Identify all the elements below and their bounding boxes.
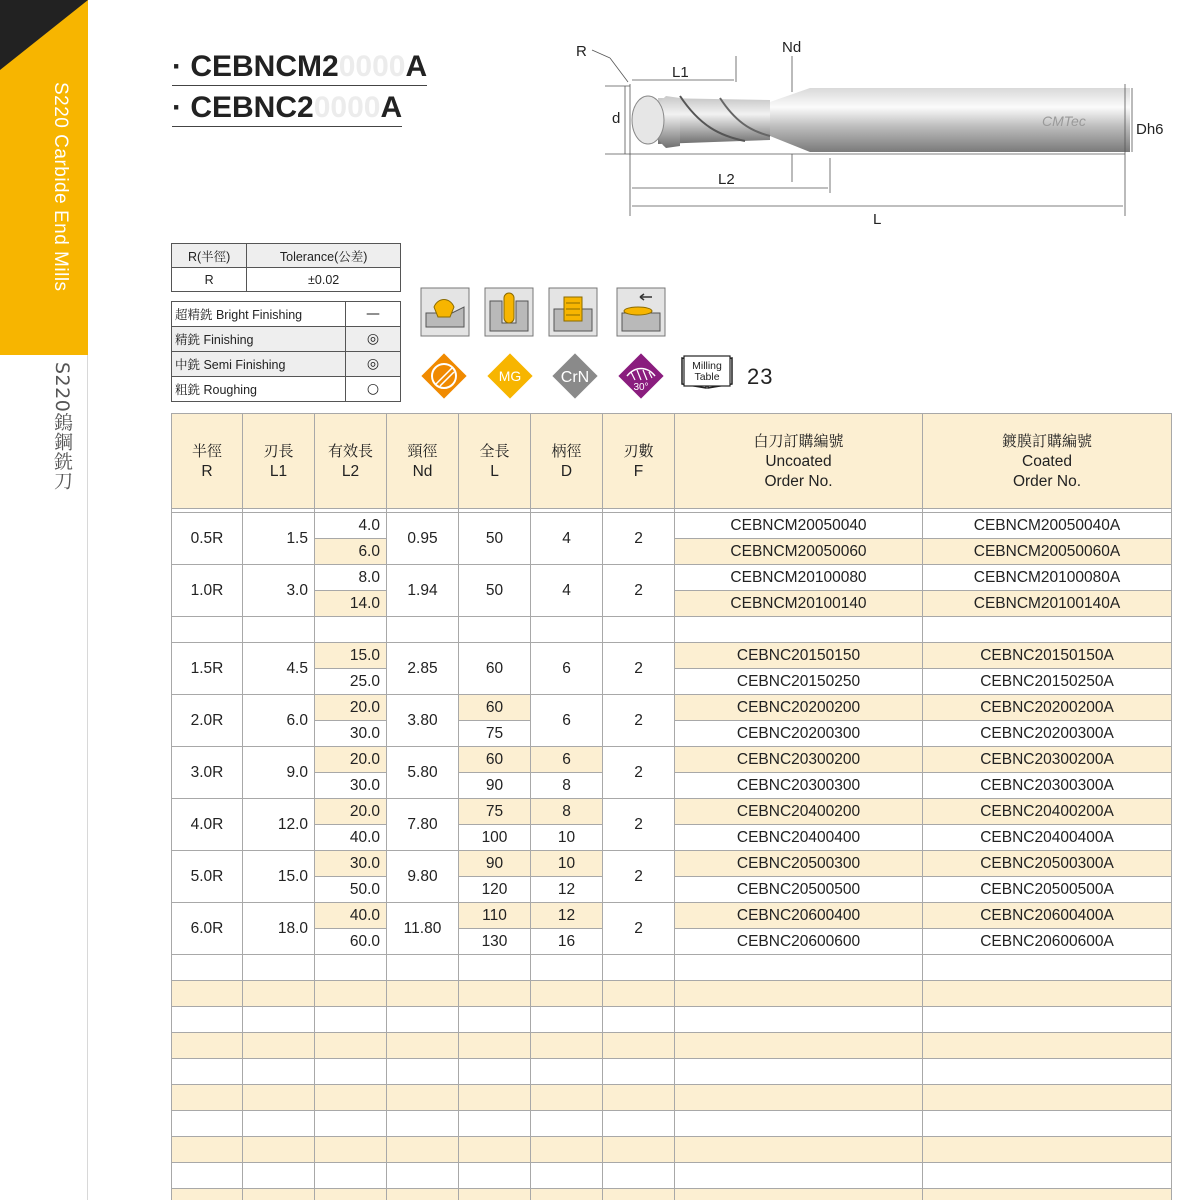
tolerance-header-r: R(半徑): [172, 244, 247, 268]
finishing-label: 精銑 Finishing: [172, 327, 346, 352]
product-title-coated: [172, 50, 427, 86]
finishing-symbol: ◎: [346, 352, 401, 377]
header-zh: 頸徑: [407, 441, 438, 460]
milling-table-book-icon: [680, 354, 734, 390]
cell-l: 60: [459, 695, 531, 721]
table-row: [172, 747, 1172, 773]
cell-nd: 0.95: [387, 513, 459, 565]
cell-l: 75: [459, 721, 531, 747]
cell-l2: 20.0: [315, 747, 387, 773]
header-en: L1: [269, 462, 288, 480]
cell-d: 6: [531, 747, 603, 773]
tolerance-value-tol: ±0.02: [247, 268, 401, 292]
dim-label-l1: L1: [672, 64, 689, 81]
header-effective-length: [315, 414, 387, 509]
cell-f: 2: [603, 747, 675, 799]
cell-nd: 11.80: [387, 903, 459, 955]
empty-row: [172, 1137, 1172, 1163]
cell-uncoated: CEBNC20500300: [675, 851, 923, 877]
cell-uncoated: CEBNC20300200: [675, 747, 923, 773]
badge-text: CrN: [560, 369, 590, 386]
empty-row: [172, 1163, 1172, 1189]
empty-row: [172, 1111, 1172, 1137]
cell-coated: CEBNCM20100080A: [923, 565, 1172, 591]
cell-l1: 4.5: [243, 643, 315, 695]
header-zh: 鍍膜訂購編號: [1001, 431, 1092, 450]
header-zh: 刃長: [263, 441, 294, 460]
end-mill-drawing: [570, 36, 1190, 236]
header-en: Coated: [1022, 452, 1072, 470]
cell-uncoated: CEBNCM20050060: [675, 539, 923, 565]
header-uncoated-order: [675, 414, 923, 509]
badge-text: MG: [498, 368, 522, 384]
cell-nd: 2.85: [387, 643, 459, 695]
header-zh: 柄徑: [551, 441, 582, 460]
finishing-table: [171, 301, 401, 402]
tolerance-header-tol: Tolerance(公差): [247, 244, 401, 268]
mg-material-badge: [484, 350, 536, 402]
empty-row: [172, 1033, 1172, 1059]
header-en: Order No.: [1012, 472, 1082, 490]
empty-row: [172, 955, 1172, 981]
cell-d: 4: [531, 565, 603, 617]
cell-f: 2: [603, 695, 675, 747]
sidebar-chinese-label: S220鎢鋼銑刀: [51, 362, 73, 491]
cell-coated: CEBNC20600600A: [923, 929, 1172, 955]
cell-r: 1.0R: [172, 565, 243, 617]
cell-l2: 30.0: [315, 773, 387, 799]
plunging-icon: [548, 287, 598, 337]
cell-nd: 9.80: [387, 851, 459, 903]
header-en: Nd: [412, 462, 433, 480]
cell-uncoated: CEBNC20400400: [675, 825, 923, 851]
corner-triangle: [0, 0, 88, 70]
header-neck-diameter: [387, 414, 459, 509]
cell-l: 75: [459, 799, 531, 825]
header-flute-length: [243, 414, 315, 509]
header-en: Uncoated: [765, 452, 832, 470]
cell-r: 1.5R: [172, 643, 243, 695]
spacer-row: [172, 617, 1172, 643]
finishing-label: 超精銑 Bright Finishing: [172, 302, 346, 327]
cell-uncoated: CEBNC20200300: [675, 721, 923, 747]
header-zh: 刃數: [623, 441, 654, 460]
cell-l2: 4.0: [315, 513, 387, 539]
cell-l1: 18.0: [243, 903, 315, 955]
cell-r: 4.0R: [172, 799, 243, 851]
cell-l: 50: [459, 513, 531, 565]
table-row: [172, 799, 1172, 825]
crn-coating-badge: [549, 350, 601, 402]
cell-l2: 15.0: [315, 643, 387, 669]
tool-dimension-diagram: [570, 36, 1190, 236]
table-row: [172, 695, 1172, 721]
cell-f: 2: [603, 903, 675, 955]
dim-label-l: L: [873, 211, 882, 228]
cell-d: 16: [531, 929, 603, 955]
cell-uncoated: CEBNC20400200: [675, 799, 923, 825]
cell-l2: 40.0: [315, 825, 387, 851]
header-en: D: [560, 462, 573, 480]
cell-d: 6: [531, 643, 603, 695]
cell-coated: CEBNCM20100140A: [923, 591, 1172, 617]
cell-l2: 25.0: [315, 669, 387, 695]
table-row: [172, 513, 1172, 539]
cell-r: 6.0R: [172, 903, 243, 955]
brand-etching: CMTec: [1042, 113, 1086, 129]
cell-l: 90: [459, 851, 531, 877]
cell-l: 90: [459, 773, 531, 799]
cell-uncoated: CEBNC20500500: [675, 877, 923, 903]
title-suffix: A: [405, 50, 428, 83]
header-en: L: [490, 462, 499, 480]
product-title-standard: [172, 91, 402, 127]
cell-l2: 60.0: [315, 929, 387, 955]
finishing-label: 粗銑 Roughing: [172, 377, 346, 402]
cell-uncoated: CEBNCM20100080: [675, 565, 923, 591]
cell-uncoated: CEBNC20300300: [675, 773, 923, 799]
table-row: [172, 565, 1172, 591]
milling-table-page-number: 23: [747, 364, 774, 389]
finishing-label: 中銑 Semi Finishing: [172, 352, 346, 377]
ball-nose-badge: [418, 350, 470, 402]
sidebar: [0, 0, 88, 1200]
finishing-symbol: —: [346, 302, 401, 327]
cell-l1: 3.0: [243, 565, 315, 617]
cell-uncoated: CEBNCM20100140: [675, 591, 923, 617]
title-prefix: CEBNCM2: [190, 50, 339, 83]
slotting-icon: [484, 287, 534, 337]
header-shank-diameter: [531, 414, 603, 509]
helix-30-badge: [615, 350, 667, 402]
profile-milling-icon: [420, 287, 470, 337]
header-zh: 全長: [479, 441, 510, 460]
table-row: [172, 643, 1172, 669]
cell-l2: 8.0: [315, 565, 387, 591]
cell-l2: 40.0: [315, 903, 387, 929]
cell-l2: 30.0: [315, 851, 387, 877]
cell-coated: CEBNCM20050060A: [923, 539, 1172, 565]
order-table: [171, 413, 1172, 1200]
cell-nd: 3.80: [387, 695, 459, 747]
ball-tip: [632, 96, 664, 144]
cell-coated: CEBNCM20050040A: [923, 513, 1172, 539]
cell-d: 10: [531, 851, 603, 877]
cell-l: 110: [459, 903, 531, 929]
badge-text: 30°: [633, 382, 649, 393]
milling-table-line2: Table: [694, 371, 720, 383]
cell-coated: CEBNC20600400A: [923, 903, 1172, 929]
header-zh: 白刀訂購編號: [753, 431, 844, 450]
cell-r: 3.0R: [172, 747, 243, 799]
tolerance-table: [171, 243, 401, 292]
table-row: [172, 903, 1172, 929]
cell-coated: CEBNC20500500A: [923, 877, 1172, 903]
cell-l2: 20.0: [315, 799, 387, 825]
cell-l: 60: [459, 747, 531, 773]
cell-l1: 15.0: [243, 851, 315, 903]
cell-d: 8: [531, 799, 603, 825]
cell-l: 130: [459, 929, 531, 955]
title-ghost-digits: 0000: [313, 91, 381, 124]
cell-f: 2: [603, 513, 675, 565]
cell-coated: CEBNC20300300A: [923, 773, 1172, 799]
cell-l1: 1.5: [243, 513, 315, 565]
cell-uncoated: CEBNC20600600: [675, 929, 923, 955]
tolerance-value-r: R: [172, 268, 247, 292]
cell-l2: 6.0: [315, 539, 387, 565]
cell-f: 2: [603, 799, 675, 851]
title-bullet: ·: [172, 50, 182, 83]
cell-f: 2: [603, 851, 675, 903]
cell-l2: 14.0: [315, 591, 387, 617]
header-coated-order: [923, 414, 1172, 509]
cell-l: 50: [459, 565, 531, 617]
cell-l1: 9.0: [243, 747, 315, 799]
finishing-symbol: ○: [346, 377, 401, 402]
cell-f: 2: [603, 643, 675, 695]
cell-uncoated: CEBNC20150150: [675, 643, 923, 669]
cell-d: 12: [531, 877, 603, 903]
header-zh: 有效長: [327, 441, 373, 460]
face-milling-icon: [616, 287, 666, 337]
cell-l1: 6.0: [243, 695, 315, 747]
cell-coated: CEBNC20150250A: [923, 669, 1172, 695]
cell-l2: 50.0: [315, 877, 387, 903]
cell-coated: CEBNC20150150A: [923, 643, 1172, 669]
empty-row: [172, 1085, 1172, 1111]
dim-label-r: R: [576, 43, 587, 60]
cell-coated: CEBNC20300200A: [923, 747, 1172, 773]
cell-l: 100: [459, 825, 531, 851]
finishing-symbol: ◎: [346, 327, 401, 352]
dim-label-dh6: Dh6: [1136, 121, 1164, 138]
cell-nd: 7.80: [387, 799, 459, 851]
empty-row: [172, 1059, 1172, 1085]
empty-row: [172, 1007, 1172, 1033]
title-ghost-digits: 0000: [338, 50, 406, 83]
header-en: Order No.: [764, 472, 833, 490]
header-flutes: [603, 414, 675, 509]
sidebar-english-label: S220 Carbide End Mills: [50, 82, 71, 292]
cell-l2: 20.0: [315, 695, 387, 721]
milling-table-line1: Milling: [692, 360, 722, 372]
title-suffix: A: [380, 91, 403, 124]
cell-r: 0.5R: [172, 513, 243, 565]
table-row: [172, 851, 1172, 877]
cell-r: 2.0R: [172, 695, 243, 747]
sidebar-accent-block: [0, 0, 88, 355]
cell-l1: 12.0: [243, 799, 315, 851]
cell-d: 8: [531, 773, 603, 799]
cell-nd: 1.94: [387, 565, 459, 617]
cell-d: 10: [531, 825, 603, 851]
cell-coated: CEBNC20400200A: [923, 799, 1172, 825]
cell-l: 60: [459, 643, 531, 695]
cell-coated: CEBNC20200300A: [923, 721, 1172, 747]
empty-row: [172, 981, 1172, 1007]
cell-uncoated: CEBNCM20050040: [675, 513, 923, 539]
dim-label-nd: Nd: [782, 39, 802, 56]
cell-r: 5.0R: [172, 851, 243, 903]
cell-f: 2: [603, 565, 675, 617]
header-overall-length: [459, 414, 531, 509]
cell-uncoated: CEBNC20150250: [675, 669, 923, 695]
cell-coated: CEBNC20200200A: [923, 695, 1172, 721]
cell-coated: CEBNC20500300A: [923, 851, 1172, 877]
header-en: L2: [341, 462, 360, 480]
cell-coated: CEBNC20400400A: [923, 825, 1172, 851]
header-en: R: [201, 462, 213, 480]
title-prefix: CEBNC2: [190, 91, 314, 124]
cell-l: 120: [459, 877, 531, 903]
dim-label-d: d: [612, 110, 621, 127]
cell-d: 4: [531, 513, 603, 565]
cell-uncoated: CEBNC20200200: [675, 695, 923, 721]
cell-uncoated: CEBNC20600400: [675, 903, 923, 929]
cell-nd: 5.80: [387, 747, 459, 799]
empty-row: [172, 1189, 1172, 1200]
header-en: F: [633, 462, 644, 480]
header-radius: [172, 414, 243, 509]
cell-d: 12: [531, 903, 603, 929]
title-bullet: ·: [172, 91, 182, 124]
dim-label-l2: L2: [718, 171, 735, 188]
cell-d: 6: [531, 695, 603, 747]
header-zh: 半徑: [191, 441, 222, 460]
neck-taper: [770, 88, 810, 152]
cell-l2: 30.0: [315, 721, 387, 747]
